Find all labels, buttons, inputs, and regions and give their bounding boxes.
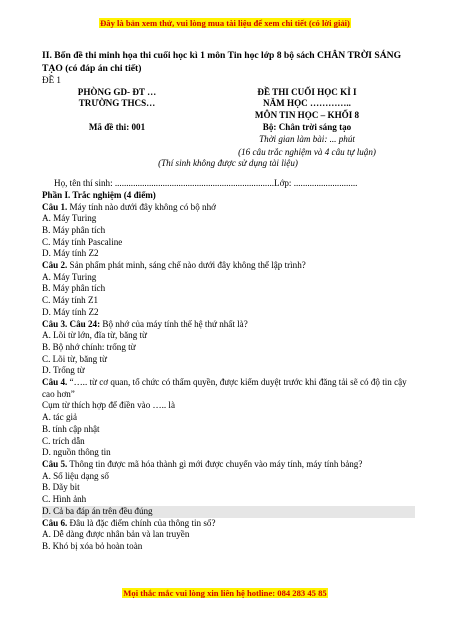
option-d: D. Máy tính Z2 — [42, 306, 99, 317]
part1-title: Phần I. Trắc nghiệm (4 điểm) — [42, 189, 156, 200]
option-a: A. Số liệu dạng số — [42, 470, 109, 481]
option-b: B. Máy phân tích — [42, 224, 106, 235]
exam-number: ĐỀ 1 — [42, 75, 61, 85]
question-label: Câu 5. — [42, 458, 68, 469]
exam-header — [42, 87, 414, 147]
school-year: NĂM HỌC ………….. — [263, 98, 351, 109]
question-text: Sản phẩm phát minh, sáng chế nào dưới đây không thể lập trình? — [67, 260, 306, 271]
question-4 — [42, 377, 414, 400]
option-c: C. Máy tính Z1 — [42, 295, 99, 306]
exam-content — [42, 50, 414, 553]
question-label: Câu 4. — [42, 377, 68, 388]
question-text: Thông tin được mã hóa thành gì mới được chuyển vào máy tính, máy tính bảng? — [67, 458, 363, 469]
department-name: PHÒNG GD- ĐT … — [77, 86, 157, 97]
option-b: B. Bộ nhớ chính: trống từ — [42, 341, 136, 352]
option-c: C. Lõi từ, băng từ — [42, 353, 107, 364]
hotline-banner-text: Mọi thắc mắc vui lòng xin liên hệ hotline: 084 283 45 85 — [123, 588, 327, 598]
option-b: B. Dãy bit — [42, 482, 80, 493]
option-d: D. nguồn thông tin — [42, 447, 111, 458]
section-title: II. Bốn đề thi minh họa thi cuối học kì 1 môn Tin học lớp 8 bộ sách CHÂN TRỜI SÁNG TẠO (có đáp án chi tiết) — [42, 50, 402, 74]
question-label: Câu 3. Câu 24: — [42, 318, 101, 329]
preview-banner — [0, 18, 450, 28]
question-text: Máy tính nào dưới đây không có bộ nhớ — [67, 201, 216, 212]
option-b: B. tính cập nhật — [42, 423, 100, 434]
question-text: Đâu là đặc điểm chính của thông tin số? — [67, 517, 216, 528]
option-d-highlighted: D. Cả ba đáp án trên đều đúng — [42, 506, 415, 518]
hotline-banner — [0, 588, 450, 598]
option-a: A. Máy Turing — [42, 213, 97, 224]
question-2 — [42, 260, 414, 272]
question-label: Câu 1. — [42, 201, 68, 212]
question-5 — [42, 459, 414, 471]
exam-code: Mã đề thi: 001 — [88, 121, 146, 132]
question-1 — [42, 202, 414, 214]
question-label: Câu 6. — [42, 517, 68, 528]
question-label: Câu 2. — [42, 260, 68, 271]
subject-grade: MÔN TIN HỌC – KHỐI 8 — [254, 110, 360, 121]
question-6 — [42, 518, 414, 530]
preview-banner-text: Đây là bản xem thử, vui lòng mua tài liệu để xem chi tiết (có lời giải) — [100, 18, 350, 28]
option-b: B. Khó bị xóa bỏ hoàn toàn — [42, 540, 143, 551]
question-count: (16 câu trắc nghiệm và 4 câu tự luận) — [238, 146, 376, 157]
question-text: “….. từ cơ quan, tổ chức có thẩm quyền, được kiểm duyệt trước khi đăng tải sẽ có độ tin cậy cao hơn” — [42, 377, 407, 399]
option-c: C. Máy tính Pascaline — [42, 236, 123, 247]
question-text: Bộ nhớ của máy tính thế hệ thứ nhất là? — [100, 318, 248, 329]
option-d: D. Trống từ — [42, 365, 85, 376]
book-series: Bộ: Chân trời sáng tạo — [262, 121, 352, 132]
materials-note: (Thí sinh không được sử dụng tài liệu) — [158, 158, 298, 169]
option-c: C. trích dẫn — [42, 435, 85, 446]
option-a: A. Máy Turing — [42, 271, 97, 282]
option-a: A. tác giả — [42, 412, 78, 423]
exam-title: ĐỀ THI CUỐI HỌC KÌ I — [257, 86, 357, 97]
option-c: C. Hình ảnh — [42, 494, 87, 505]
school-name: TRƯỜNG THCS… — [78, 98, 156, 109]
question-extra: Cụm từ thích hợp để điền vào ….. là — [42, 400, 175, 411]
student-info-line: Họ, tên thí sinh: ......................................................................Lớp: ............................ — [54, 178, 358, 189]
option-d: D. Máy tính Z2 — [42, 248, 99, 259]
option-a: A. Lõi từ lớn, đĩa từ, băng từ — [42, 330, 147, 341]
question-3 — [42, 319, 414, 331]
option-b: B. Máy phân tích — [42, 283, 106, 294]
exam-time: Thời gian làm bài: ... phút — [259, 133, 355, 144]
option-a: A. Dễ dàng được nhân bản và lan truyền — [42, 529, 190, 540]
